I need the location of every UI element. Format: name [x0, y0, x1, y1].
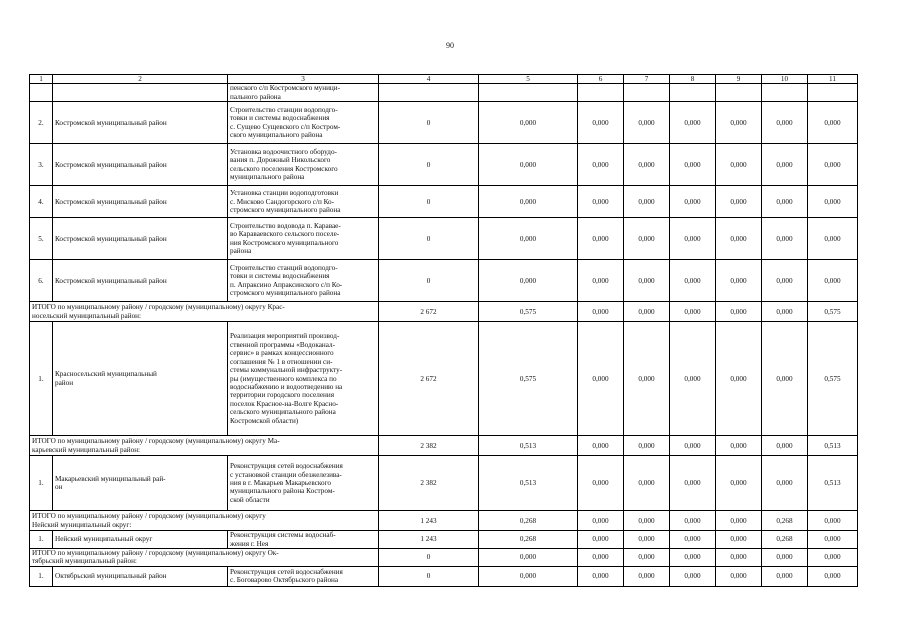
value-col8: 0,000: [670, 531, 716, 549]
value-col6: 0,000: [578, 436, 624, 456]
project-description: Установка водоочистного оборудо- вания п. Дорожный Никольского сельского поселения Костромского муниципального района: [228, 144, 379, 186]
value-col6: 0,000: [578, 531, 624, 549]
value-col7: 0,000: [624, 322, 670, 436]
amount-col4: 0: [379, 144, 479, 186]
value-col11: 0,000: [808, 260, 858, 302]
project-description: Реконструкция системы водоснаб- жения г. Нея: [228, 531, 379, 549]
amount-col4: 0: [379, 102, 479, 144]
value-col5: 0,000: [479, 186, 578, 218]
amount-col4: 2 672: [379, 322, 479, 436]
amount-col4: 2 672: [379, 302, 479, 322]
amount-col4: 1 243: [379, 531, 479, 549]
value-col10: 0,000: [762, 456, 808, 511]
value-col5: 0,575: [479, 302, 578, 322]
column-number: 2: [53, 75, 228, 84]
table-row: [30, 322, 858, 436]
value-col10: 0,000: [762, 144, 808, 186]
row-number: 3.: [30, 144, 53, 186]
value-col10: 0,000: [762, 260, 808, 302]
table-row: [30, 84, 858, 102]
value-col8: 0,000: [670, 260, 716, 302]
value-col7: 0,000: [624, 144, 670, 186]
value-col5: 0,575: [479, 322, 578, 436]
value-col7: 0,000: [624, 531, 670, 549]
value-col10: 0,268: [762, 531, 808, 549]
value-col5: 0,513: [479, 436, 578, 456]
column-number: 5: [479, 75, 578, 84]
total-row: [30, 511, 858, 531]
value-col8: 0,000: [670, 511, 716, 531]
value-col9: 0,000: [716, 531, 762, 549]
project-description: Строительство станций водоподго- товки и системы водоснабжения п. Апраксино Апраксинского с/п Ко- стромского муниципального района: [228, 260, 379, 302]
district-name: Октябрьский муниципальный район: [53, 566, 228, 586]
value-col9: 0,000: [716, 322, 762, 436]
value-col6: 0,000: [578, 302, 624, 322]
value-col6: [578, 84, 624, 102]
value-col10: 0,000: [762, 322, 808, 436]
value-col8: 0,000: [670, 322, 716, 436]
investment-table: [29, 74, 858, 587]
value-col5: 0,000: [479, 102, 578, 144]
value-col5: [479, 84, 578, 102]
value-col8: 0,000: [670, 566, 716, 586]
value-col7: 0,000: [624, 302, 670, 322]
value-col5: 0,268: [479, 531, 578, 549]
value-col9: 0,000: [716, 511, 762, 531]
amount-col4: 1 243: [379, 511, 479, 531]
district-name: Костромской муниципальный район: [53, 260, 228, 302]
value-col9: 0,000: [716, 144, 762, 186]
value-col5: 0,268: [479, 511, 578, 531]
project-description: Строительство водовода п. Каравае- во Караваевского сельского поселе- ния Костромского муниципального района: [228, 218, 379, 260]
value-col9: 0,000: [716, 302, 762, 322]
row-number: 1.: [30, 531, 53, 549]
value-col6: 0,000: [578, 186, 624, 218]
value-col10: 0,000: [762, 549, 808, 567]
district-name: Нейский муниципальный округ: [53, 531, 228, 549]
value-col11: 0,000: [808, 566, 858, 586]
district-name: Костромской муниципальный район: [53, 144, 228, 186]
district-name: Костромской муниципальный район: [53, 218, 228, 260]
value-col11: 0,575: [808, 302, 858, 322]
total-label: ИТОГО по муниципальному району / городскому (муниципальному) округу Ма- карьевский муниципальный район:: [30, 436, 379, 456]
value-col11: 0,513: [808, 436, 858, 456]
row-number: 5.: [30, 218, 53, 260]
table-row: [30, 186, 858, 218]
value-col7: 0,000: [624, 186, 670, 218]
value-col6: 0,000: [578, 322, 624, 436]
value-col11: 0,000: [808, 511, 858, 531]
value-col10: [762, 84, 808, 102]
value-col6: 0,000: [578, 566, 624, 586]
project-description: Реализация мероприятий производ- ственной программы «Водоканал- сервис» в рамках концессионного соглашения № 1 в отношении си- стемы коммунальной инфраструкту- ры (имущественного комплекса по водоснабжению и водоотведению на территории городского поселения поселок Красное-на-Волге Красно- сельского муниципального района Костромской области): [228, 322, 379, 436]
row-number: 1.: [30, 566, 53, 586]
value-col8: 0,000: [670, 144, 716, 186]
value-col5: 0,000: [479, 260, 578, 302]
value-col11: 0,000: [808, 186, 858, 218]
value-col7: 0,000: [624, 456, 670, 511]
amount-col4: 0: [379, 549, 479, 567]
district-name: Макарьевский муниципальный рай- он: [53, 456, 228, 511]
value-col7: 0,000: [624, 102, 670, 144]
value-col9: 0,000: [716, 260, 762, 302]
total-row: [30, 436, 858, 456]
column-number: 4: [379, 75, 479, 84]
table-row: [30, 102, 858, 144]
column-number: 11: [808, 75, 858, 84]
value-col7: 0,000: [624, 549, 670, 567]
value-col7: 0,000: [624, 511, 670, 531]
value-col7: 0,000: [624, 436, 670, 456]
project-description: Установка станции водоподготовки с. Мисково Сандогорского с/п Ко- стромского муниципального района: [228, 186, 379, 218]
value-col5: 0,000: [479, 566, 578, 586]
total-label: ИТОГО по муниципальному району / городскому (муниципальному) округу Ок- тябрьский муниципальный район:: [30, 549, 379, 567]
value-col11: [808, 84, 858, 102]
value-col11: 0,000: [808, 218, 858, 260]
column-number: 9: [716, 75, 762, 84]
value-col8: 0,000: [670, 436, 716, 456]
total-row: [30, 549, 858, 567]
district-name: Костромской муниципальный район: [53, 186, 228, 218]
column-number: 3: [228, 75, 379, 84]
value-col8: [670, 84, 716, 102]
value-col10: 0,000: [762, 302, 808, 322]
value-col7: 0,000: [624, 566, 670, 586]
district-name: Красносельский муниципальный район: [53, 322, 228, 436]
amount-col4: 0: [379, 186, 479, 218]
value-col6: 0,000: [578, 102, 624, 144]
row-number: 2.: [30, 102, 53, 144]
value-col8: 0,000: [670, 456, 716, 511]
value-col6: 0,000: [578, 549, 624, 567]
value-col11: 0,513: [808, 456, 858, 511]
row-number: 1.: [30, 456, 53, 511]
value-col10: 0,000: [762, 102, 808, 144]
table-row: [30, 144, 858, 186]
value-col9: 0,000: [716, 186, 762, 218]
table-row: [30, 531, 858, 549]
value-col9: 0,000: [716, 102, 762, 144]
column-number: 10: [762, 75, 808, 84]
value-col8: 0,000: [670, 186, 716, 218]
table-row: [30, 456, 858, 511]
project-description: Реконструкция сетей водоснабжения с. Боговарово Октябрьского района: [228, 566, 379, 586]
value-col7: 0,000: [624, 218, 670, 260]
row-number: [30, 84, 53, 102]
value-col11: 0,000: [808, 549, 858, 567]
value-col9: 0,000: [716, 566, 762, 586]
value-col7: 0,000: [624, 260, 670, 302]
row-number: 6.: [30, 260, 53, 302]
table-row: [30, 566, 858, 586]
value-col8: 0,000: [670, 302, 716, 322]
amount-col4: 0: [379, 218, 479, 260]
value-col9: 0,000: [716, 456, 762, 511]
amount-col4: 0: [379, 260, 479, 302]
row-number: 1.: [30, 322, 53, 436]
project-description: пенского с/п Костромского муници- пального района: [228, 84, 379, 102]
value-col5: 0,513: [479, 456, 578, 511]
project-description: Строительство станции водоподго- товки и системы водоснабжения с. Сущево Сущевского с/п Костром- ского муниципального района: [228, 102, 379, 144]
page-number: 90: [446, 41, 454, 50]
value-col9: [716, 84, 762, 102]
column-number: 6: [578, 75, 624, 84]
value-col5: 0,000: [479, 218, 578, 260]
column-number: 1: [30, 75, 53, 84]
amount-col4: 2 382: [379, 436, 479, 456]
value-col6: 0,000: [578, 218, 624, 260]
total-row: [30, 302, 858, 322]
column-number: 8: [670, 75, 716, 84]
value-col11: 0,000: [808, 102, 858, 144]
value-col6: 0,000: [578, 144, 624, 186]
district-name: [53, 84, 228, 102]
amount-col4: [379, 84, 479, 102]
district-name: Костромской муниципальный район: [53, 102, 228, 144]
total-label: ИТОГО по муниципальному району / городскому (муниципальному) округу Крас- носельский муниципальный район:: [30, 302, 379, 322]
value-col6: 0,000: [578, 511, 624, 531]
value-col9: 0,000: [716, 436, 762, 456]
value-col6: 0,000: [578, 456, 624, 511]
value-col10: 0,000: [762, 186, 808, 218]
table-row: [30, 260, 858, 302]
value-col5: 0,000: [479, 549, 578, 567]
value-col5: 0,000: [479, 144, 578, 186]
value-col9: 0,000: [716, 218, 762, 260]
value-col8: 0,000: [670, 102, 716, 144]
value-col10: 0,000: [762, 218, 808, 260]
project-description: Реконструкция сетей водоснабжения с установкой станции обезжелезива- ния в г. Макарьев Макарьевского муниципального района Костром- ской области: [228, 456, 379, 511]
value-col6: 0,000: [578, 260, 624, 302]
value-col8: 0,000: [670, 549, 716, 567]
value-col10: 0,268: [762, 511, 808, 531]
value-col8: 0,000: [670, 218, 716, 260]
value-col10: 0,000: [762, 436, 808, 456]
total-label: ИТОГО по муниципальному району / городскому (муниципальному) округу Нейский муниципальный округ:: [30, 511, 379, 531]
table-row: [30, 218, 858, 260]
column-number: 7: [624, 75, 670, 84]
column-number-row: [30, 75, 858, 84]
row-number: 4.: [30, 186, 53, 218]
value-col11: 0,000: [808, 144, 858, 186]
value-col9: 0,000: [716, 549, 762, 567]
value-col10: 0,000: [762, 566, 808, 586]
value-col11: 0,575: [808, 322, 858, 436]
value-col7: [624, 84, 670, 102]
amount-col4: 0: [379, 566, 479, 586]
amount-col4: 2 382: [379, 456, 479, 511]
value-col11: 0,000: [808, 531, 858, 549]
